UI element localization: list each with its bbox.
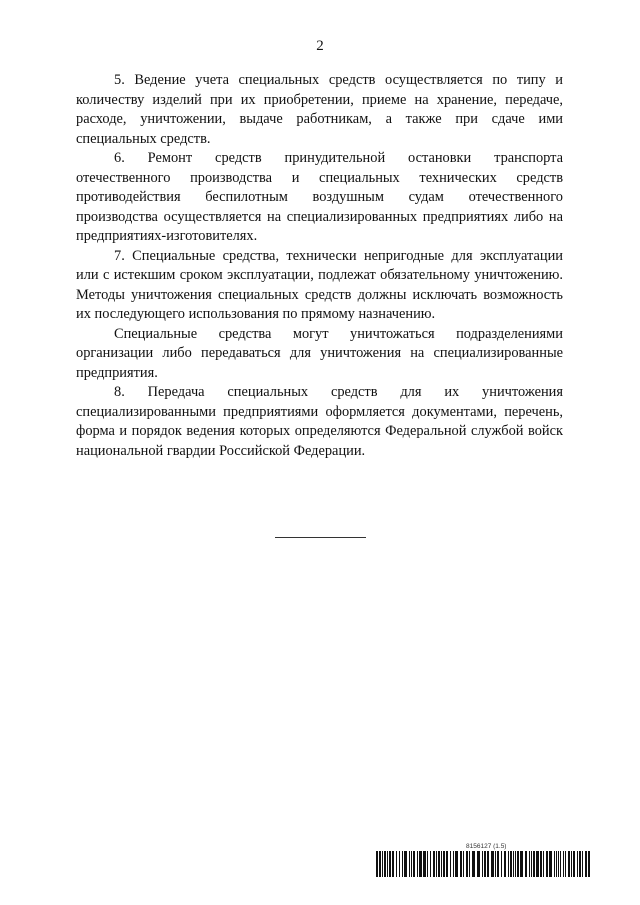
paragraph-item-6: 6. Ремонт средств принудительной остановки транспорта отечественного производства и специальных технических средств противодействия беспилотным воздушным судам отечественного производства осуществляется на специализированных предприятиях либо на предприятиях-изготовителях.	[76, 150, 563, 244]
document-code: 8156127 (1.5)	[466, 843, 507, 850]
barcode-icon	[376, 851, 590, 877]
paragraph-item-5: 5. Ведение учета специальных средств осуществляется по типу и количеству изделий при их приобретении, приеме на хранение, передаче, расходе, уничтожении, выдаче работникам, а также при сдаче ими специальных средств.	[76, 72, 563, 147]
paragraph-item-8: 8. Передача специальных средств для их уничтожения специализированными предприятиями оформляется документами, перечень, форма и порядок ведения которых определяются Федеральной службой войск национальной гвардии Российской Федерации.	[76, 384, 563, 459]
page-number: 2	[316, 38, 324, 54]
document-body	[76, 71, 563, 461]
paragraph-item-7-continued: Специальные средства могут уничтожаться подразделениями организации либо передаваться для уничтожения на специализированные предприятия.	[76, 325, 563, 381]
paragraph-item-7: 7. Специальные средства, технически непригодные для эксплуатации или с истекшим сроком эксплуатации, подлежат обязательному уничтожению. Методы уничтожения специальных средств должны исключать возможность их последующего использования по прямому назначению.	[76, 247, 563, 322]
end-separator-line	[275, 537, 366, 538]
